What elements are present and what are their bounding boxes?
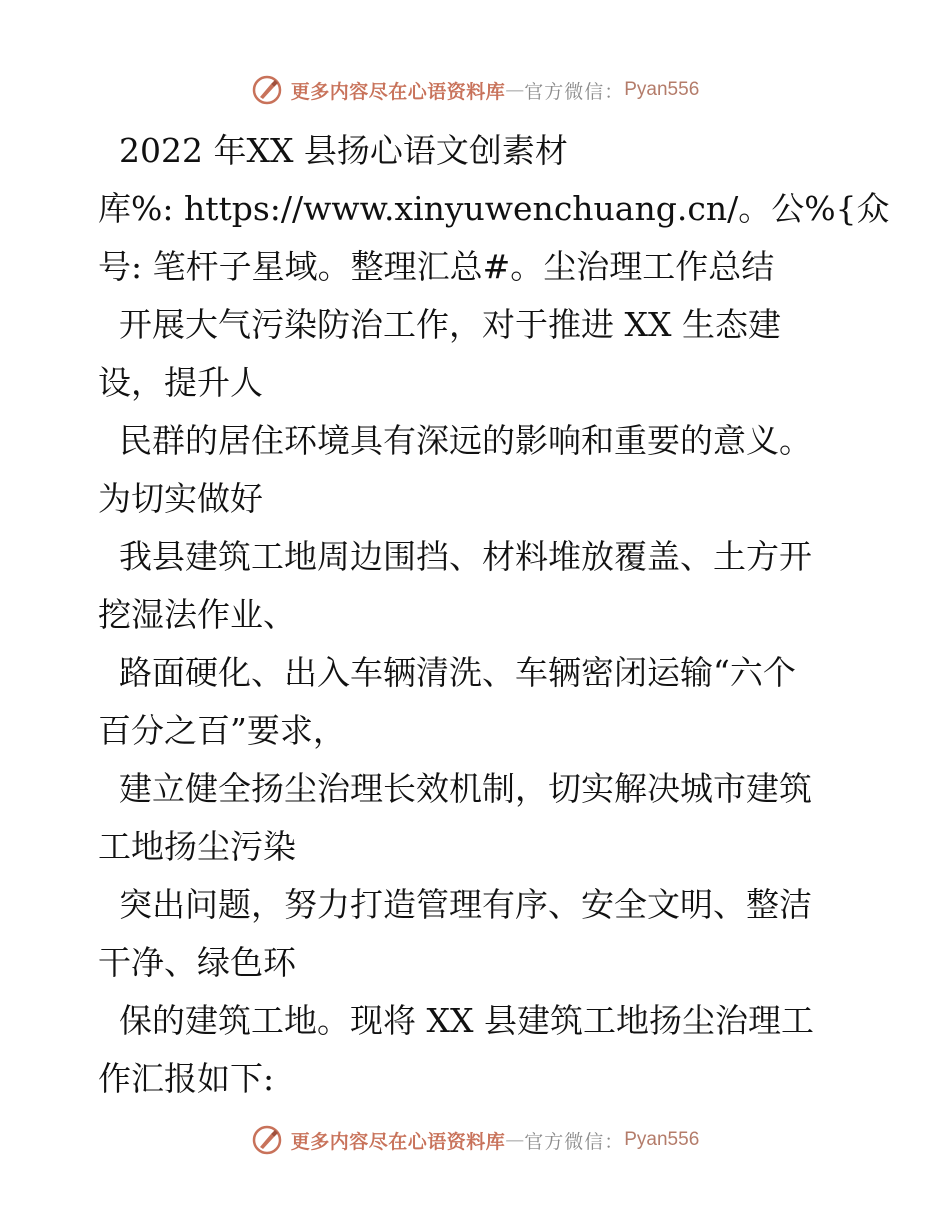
text-line: 2022 年XX 县扬心语文创素材 <box>98 131 568 170</box>
text-line: 我县建筑工地周边围挡、材料堆放覆盖、土方开 <box>98 537 812 576</box>
text-line: 突出问题，努力打造管理有序、安全文明、整洁 <box>98 885 812 924</box>
footer-watermark <box>0 1120 950 1160</box>
text-line: 开展大气污染防治工作，对于推进 XX 生态建 <box>98 305 781 344</box>
text-line: 作汇报如下: <box>98 1059 275 1098</box>
text-line: 建立健全扬尘治理长效机制，切实解决城市建筑 <box>98 769 812 808</box>
text-line: 挖湿法作业、 <box>98 595 296 634</box>
watermark-main-text: 更多内容尽在心语资料库 <box>290 1130 506 1153</box>
text-line: 百分之百”要求， <box>98 711 346 750</box>
watermark-separator: — <box>505 79 525 101</box>
watermark-official-label: 官方微信： <box>524 80 625 103</box>
text-line: 库%: https://www.xinyuwenchuang.cn/。公%{众 <box>98 189 890 228</box>
header-watermark <box>0 70 950 110</box>
text-line: 工地扬尘污染 <box>98 827 296 866</box>
watermark-separator: — <box>505 1129 525 1151</box>
watermark-wechat-id: Pyan556 <box>624 79 700 100</box>
pen-logo-icon <box>251 1124 283 1156</box>
document-body <box>98 122 890 1108</box>
text-line: 保的建筑工地。现将 XX 县建筑工地扬尘治理工 <box>98 1001 814 1040</box>
text-line: 号: 笔杆子星域。整理汇总#。尘治理工作总结 <box>98 247 775 286</box>
text-line: 干净、绿色环 <box>98 943 296 982</box>
text-line: 为切实做好 <box>98 479 263 518</box>
text-line: 设，提升人 <box>98 363 263 402</box>
watermark-wechat-id: Pyan556 <box>624 1129 700 1150</box>
watermark-main-text: 更多内容尽在心语资料库 <box>290 80 506 103</box>
watermark-official-label: 官方微信： <box>524 1130 625 1153</box>
text-line: 路面硬化、出入车辆清洗、车辆密闭运输“六个 <box>98 653 796 692</box>
pen-logo-icon <box>251 74 283 106</box>
text-line: 民群的居住环境具有深远的影响和重要的意义。 <box>98 421 812 460</box>
